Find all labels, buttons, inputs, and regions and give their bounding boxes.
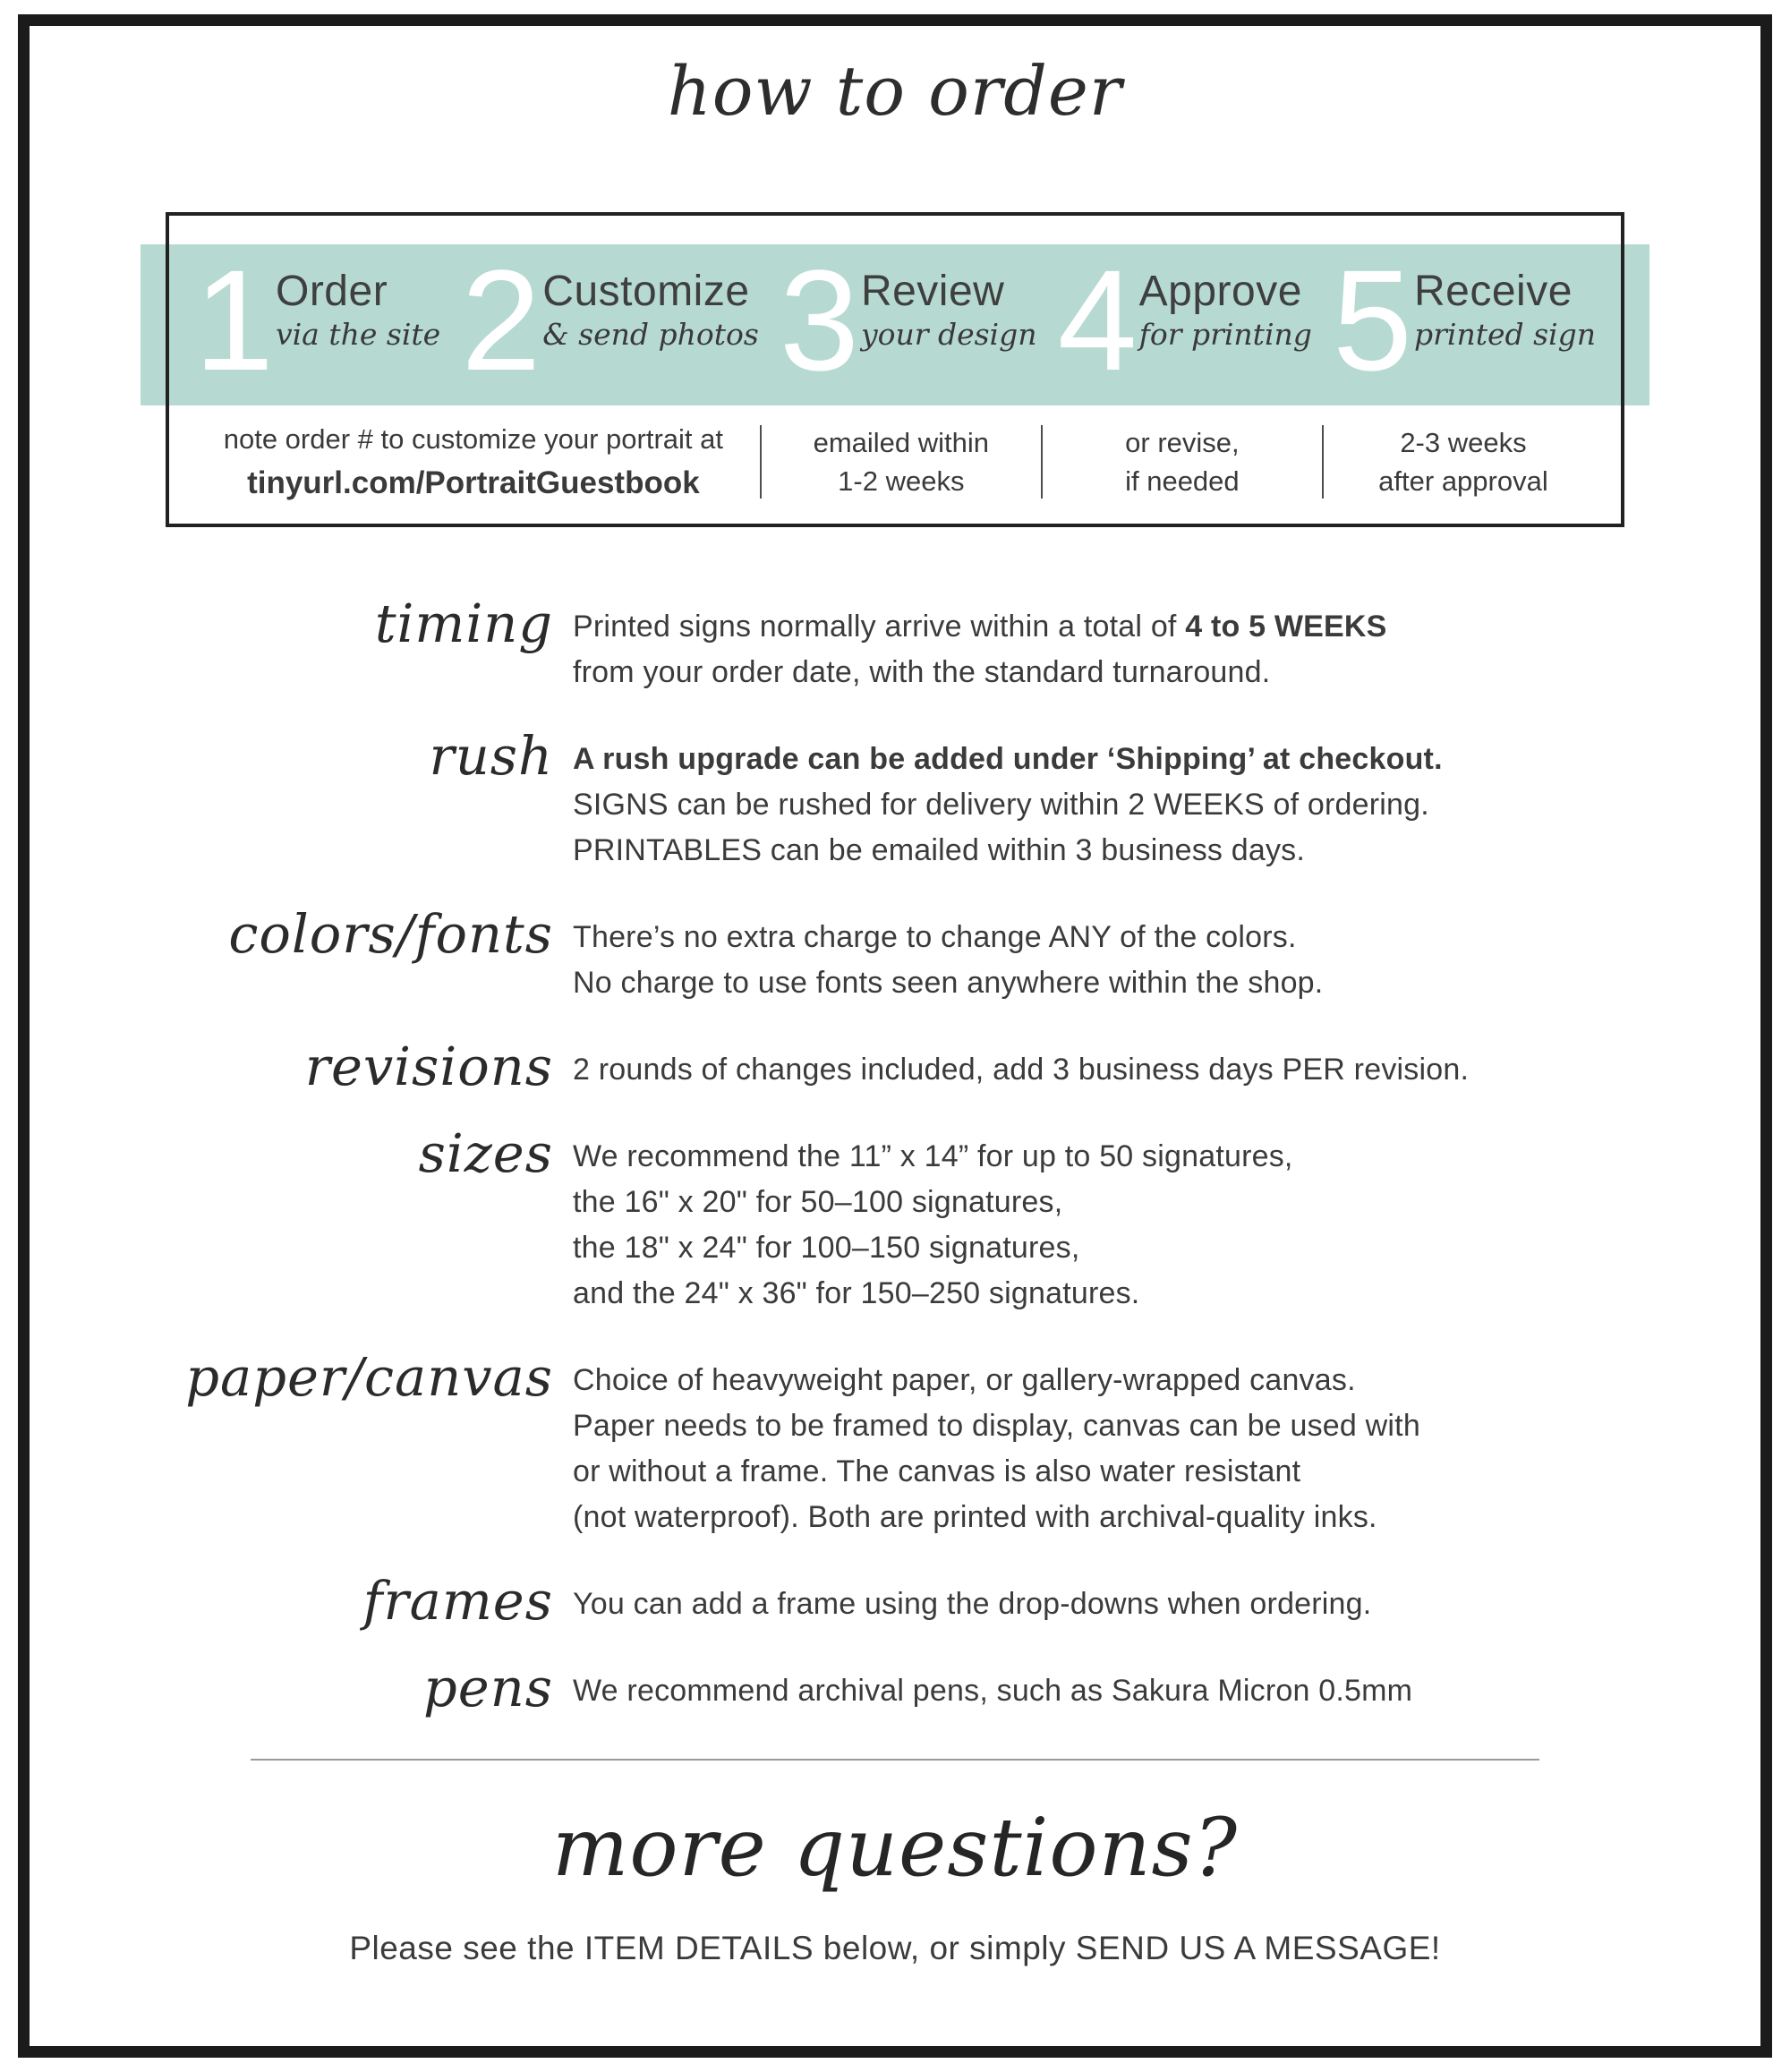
faq-label: frames xyxy=(362,1570,553,1633)
faq-row-sizes xyxy=(134,1122,1656,1317)
faq-row-pens xyxy=(134,1657,1656,1719)
how-to-order-steps-box xyxy=(166,212,1624,527)
faq-text xyxy=(573,604,1656,695)
page-title: how to order xyxy=(667,51,1123,131)
note-text: note order # to customize your portrait at xyxy=(223,423,724,456)
faq-line: the 16" x 20" for 50–100 signatures, xyxy=(573,1185,1063,1220)
step-title: Customize xyxy=(542,268,750,316)
note-text: emailed within xyxy=(813,427,990,458)
faq-line: Printed signs normally arrive within a total of 4 to 5 WEEKS xyxy=(573,610,1387,644)
faq-line: Choice of heavyweight paper, or gallery-wrapped canvas. xyxy=(573,1363,1356,1398)
note-text: or revise, xyxy=(1125,427,1240,458)
step-title: Receive xyxy=(1414,268,1573,316)
step-number: 5 xyxy=(1333,240,1409,401)
step-number: 4 xyxy=(1057,240,1134,401)
step-text xyxy=(542,253,759,351)
step-review xyxy=(779,240,1037,405)
faq-line: SIGNS can be rushed for delivery within 2 WEEKS of ordering. xyxy=(573,788,1429,823)
faq-label: colors/fonts xyxy=(228,903,553,966)
step-title: Order xyxy=(275,268,388,316)
step-subtitle: printed sign xyxy=(1414,316,1596,352)
faq-row-colors-fonts xyxy=(134,903,1656,1006)
faq-text xyxy=(573,1358,1656,1540)
step-notes-row xyxy=(166,405,1624,527)
faq-line: A rush upgrade can be added under ‘Shipping’ at checkout. xyxy=(573,742,1443,777)
faq-text xyxy=(573,1134,1656,1317)
faq-text xyxy=(573,737,1656,874)
note-revise xyxy=(1043,423,1322,501)
note-text: if needed xyxy=(1125,465,1240,498)
step-subtitle: your design xyxy=(860,316,1037,352)
faq-line: and the 24" x 36" for 150–250 signatures. xyxy=(573,1276,1140,1311)
note-url: tinyurl.com/PortraitGuestbook xyxy=(247,465,700,500)
steps-row xyxy=(166,212,1624,405)
faq-section xyxy=(134,593,1656,1719)
faq-text xyxy=(573,1582,1656,1627)
faq-row-paper-canvas xyxy=(134,1346,1656,1540)
faq-text xyxy=(573,1668,1656,1714)
step-receive xyxy=(1333,240,1596,405)
faq-row-revisions xyxy=(134,1036,1656,1098)
step-text xyxy=(1139,253,1312,351)
faq-text xyxy=(573,1047,1656,1093)
faq-label: rush xyxy=(429,725,553,788)
faq-line: We recommend the 11” x 14” for up to 50 signatures, xyxy=(573,1139,1293,1174)
step-approve xyxy=(1057,240,1312,405)
step-text xyxy=(276,253,440,351)
step-customize xyxy=(461,240,759,405)
faq-label: timing xyxy=(374,593,553,655)
note-text: after approval xyxy=(1378,465,1548,498)
faq-line: or without a frame. The canvas is also water resistant xyxy=(573,1454,1301,1489)
step-subtitle: for printing xyxy=(1138,316,1312,352)
faq-line: You can add a frame using the drop-downs when ordering. xyxy=(573,1587,1372,1622)
step-title: Review xyxy=(860,268,1005,316)
faq-line: (not waterproof). Both are printed with archival-quality inks. xyxy=(573,1500,1377,1535)
note-order-number xyxy=(187,420,760,504)
note-emailed xyxy=(762,423,1041,501)
step-text xyxy=(1414,253,1596,351)
step-number: 2 xyxy=(461,240,538,401)
step-number: 3 xyxy=(779,240,856,401)
step-subtitle: & send photos xyxy=(542,316,759,352)
faq-line: from your order date, with the standard turnaround. xyxy=(573,655,1271,690)
faq-label: paper/canvas xyxy=(185,1346,553,1409)
faq-label: pens xyxy=(423,1657,553,1719)
note-delivery xyxy=(1324,423,1603,501)
faq-line: 2 rounds of changes included, add 3 business days PER revision. xyxy=(573,1053,1470,1087)
more-questions-heading: more questions? xyxy=(552,1801,1238,1896)
faq-line: No charge to use fonts seen anywhere within the shop. xyxy=(573,966,1324,1001)
footer-message: Please see the ITEM DETAILS below, or simply SEND US A MESSAGE! xyxy=(349,1930,1441,1967)
step-title: Approve xyxy=(1138,268,1302,316)
horizontal-divider xyxy=(251,1759,1539,1761)
step-subtitle: via the site xyxy=(275,316,441,352)
faq-line: There’s no extra charge to change ANY of the colors. xyxy=(573,920,1297,955)
step-order xyxy=(194,240,441,405)
step-text xyxy=(861,253,1037,351)
faq-line: PRINTABLES can be emailed within 3 business days. xyxy=(573,833,1306,868)
faq-label: sizes xyxy=(418,1122,553,1185)
faq-line: We recommend archival pens, such as Sakura Micron 0.5mm xyxy=(573,1674,1413,1709)
faq-text xyxy=(573,915,1656,1006)
faq-row-frames xyxy=(134,1570,1656,1633)
step-number: 1 xyxy=(194,240,270,401)
note-text: 1-2 weeks xyxy=(838,465,965,498)
faq-row-rush xyxy=(134,725,1656,874)
faq-label: revisions xyxy=(304,1036,553,1098)
faq-line: Paper needs to be framed to display, canvas can be used with xyxy=(573,1409,1420,1444)
faq-line: the 18" x 24" for 100–150 signatures, xyxy=(573,1231,1080,1266)
faq-row-timing xyxy=(134,593,1656,695)
note-text: 2-3 weeks xyxy=(1400,427,1527,458)
